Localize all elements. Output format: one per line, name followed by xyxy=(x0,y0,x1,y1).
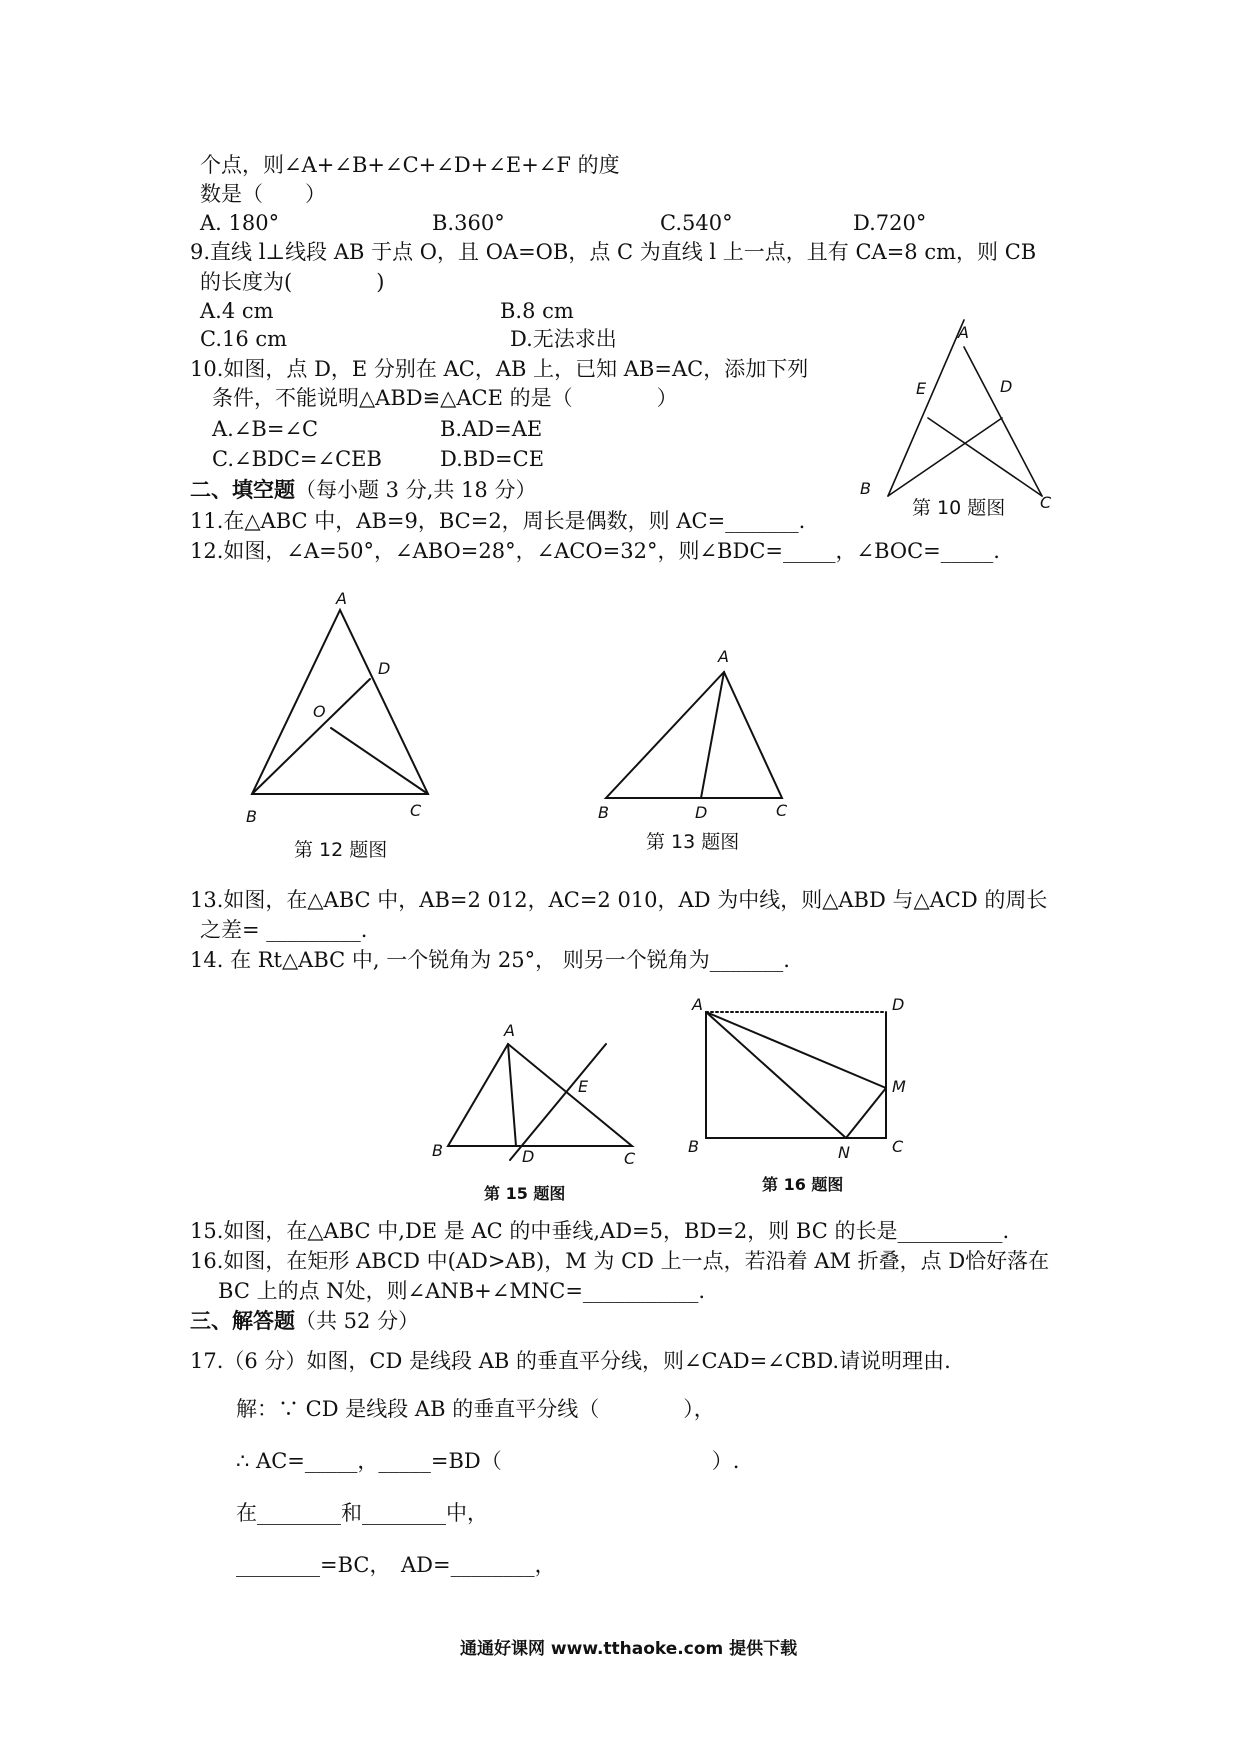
q10-option-d: D.BD=CE xyxy=(440,447,545,471)
section3-title: 三、解答题 xyxy=(190,1309,295,1333)
figure-12 xyxy=(240,589,450,832)
q16-line2: BC 上的点 N处，则∠ANB+∠MNC=___________. xyxy=(218,1279,706,1303)
fig12-line-co xyxy=(331,728,428,794)
fig10-line-ac xyxy=(964,347,1042,496)
q13-line2: 之差= _________. xyxy=(200,918,368,942)
fig10-label-c: C xyxy=(1040,493,1052,512)
fig13-label-b: B xyxy=(598,803,609,822)
section2-heading xyxy=(190,479,536,502)
q9-option-d: D.无法求出 xyxy=(510,327,617,351)
fig12-line-bd xyxy=(252,679,370,794)
q9-option-c: C.16 cm xyxy=(200,327,288,351)
q16-line1: 16.如图，在矩形 ABCD 中(AD>AB)，M 为 CD 上一点，若沿着 AM 折叠，点 D恰好落在 xyxy=(190,1249,1050,1273)
fig16-label-c: C xyxy=(892,1137,904,1156)
q10-line1: 10.如图，点 D，E 分别在 AC，AB 上，已知 AB=AC，添加下列 xyxy=(190,357,809,381)
fig15-caption: 第 15 题图 xyxy=(484,1184,566,1203)
fig16-rect-sides xyxy=(706,1012,886,1138)
q17-text: 17.（6 分）如图，CD 是线段 AB 的垂直平分线，则∠CAD=∠CBD.请说明理由. xyxy=(190,1349,951,1373)
section3-note: （共 52 分） xyxy=(295,1309,420,1333)
fig16-line-am xyxy=(706,1012,886,1088)
fig15-label-e: E xyxy=(578,1077,589,1096)
fig16-caption: 第 16 题图 xyxy=(762,1175,844,1194)
fig12-label-b: B xyxy=(246,807,257,826)
fig13-line-ad xyxy=(701,672,724,798)
fig13-label-d: D xyxy=(695,803,708,822)
q17-step2: ∴ AC=_____，_____=BD（ ）. xyxy=(236,1449,740,1473)
fig10-caption: 第 10 题图 xyxy=(912,497,1006,519)
fig16-line-nm xyxy=(846,1088,886,1138)
section3-heading xyxy=(190,1310,419,1333)
q8-line2: 数是（ ） xyxy=(200,182,326,206)
page-footer: 通通好课网 www.tthaoke.com 提供下载 xyxy=(460,1639,798,1659)
fig16-label-n: N xyxy=(838,1143,850,1162)
q9-line1: 9.直线 l⊥线段 AB 于点 O，且 OA=OB，点 C 为直线 l 上一点，且有 CA=8 cm，则 CB xyxy=(190,240,1037,264)
fig13-label-a: A xyxy=(718,647,729,666)
fig12-triangle-abc xyxy=(252,610,428,794)
fig13-caption: 第 13 题图 xyxy=(646,831,740,853)
figure-16 xyxy=(682,996,932,1166)
q8-option-c: C.540° xyxy=(660,211,733,235)
section2-title: 二、填空题 xyxy=(190,478,295,502)
q8-line1: 个点，则∠A+∠B+∠C+∠D+∠E+∠F 的度 xyxy=(200,153,620,177)
fig13-triangle-abc xyxy=(606,672,782,798)
figure-13 xyxy=(596,647,796,822)
fig10-label-b: B xyxy=(860,479,871,498)
fig16-label-b: B xyxy=(688,1137,699,1156)
figure-10 xyxy=(840,320,1070,520)
fig15-label-b: B xyxy=(432,1141,443,1160)
fig16-label-m: M xyxy=(892,1077,906,1096)
fig12-caption: 第 12 题图 xyxy=(294,839,388,861)
figure-15 xyxy=(430,1000,650,1170)
fig15-label-d: D xyxy=(522,1147,535,1166)
fig15-line-ad xyxy=(508,1044,516,1146)
fig16-line-an xyxy=(706,1012,846,1138)
q9-option-a: A.4 cm xyxy=(200,299,274,323)
q9-option-b: B.8 cm xyxy=(500,299,574,323)
q10-option-c: C.∠BDC=∠CEB xyxy=(212,447,382,471)
q11-text: 11.在△ABC 中，AB=9，BC=2，周长是偶数，则 AC=_______. xyxy=(190,509,806,533)
fig15-triangle-abc xyxy=(448,1044,632,1146)
q15-text: 15.如图，在△ABC 中,DE 是 AC 的中垂线,AD=5，BD=2，则 BC 的长是__________. xyxy=(190,1219,1010,1243)
fig12-label-o: O xyxy=(313,702,326,721)
fig12-label-d: D xyxy=(378,659,391,678)
fig13-label-c: C xyxy=(776,801,788,820)
q17-step4: ________=BC， AD=________， xyxy=(236,1553,556,1577)
q8-option-d: D.720° xyxy=(853,211,927,235)
q17-step3: 在________和________中， xyxy=(236,1501,488,1525)
q9-line2: 的长度为( ) xyxy=(200,270,385,294)
fig16-label-d: D xyxy=(892,995,905,1014)
q8-option-a: A. 180° xyxy=(200,211,280,235)
q10-line2: 条件，不能说明△ABD≌△ACE 的是（ ） xyxy=(212,386,678,410)
fig10-label-a: A xyxy=(958,323,969,342)
q14-text: 14. 在 Rt△ABC 中, 一个锐角为 25°， 则另一个锐角为_______. xyxy=(190,948,790,972)
fig15-label-c: C xyxy=(624,1149,636,1168)
fig15-label-a: A xyxy=(504,1021,515,1040)
fig10-label-e: E xyxy=(916,379,927,398)
q12-text: 12.如图，∠A=50°，∠ABO=28°，∠ACO=32°，则∠BDC=_____，∠BOC=_____. xyxy=(190,539,1000,563)
q17-step1: 解：∵ CD 是线段 AB 的垂直平分线（ ）， xyxy=(236,1397,715,1421)
section2-note: （每小题 3 分,共 18 分） xyxy=(295,478,537,502)
fig15-line-de xyxy=(510,1044,606,1160)
fig16-label-a: A xyxy=(692,995,703,1014)
fig10-label-d: D xyxy=(1000,377,1013,396)
q10-option-a: A.∠B=∠C xyxy=(212,417,319,441)
q8-option-b: B.360° xyxy=(432,211,505,235)
fig12-label-c: C xyxy=(410,801,422,820)
q13-line1: 13.如图，在△ABC 中，AB=2 012，AC=2 010，AD 为中线，则△ABD 与△ACD 的周长 xyxy=(190,888,1048,912)
fig12-label-a: A xyxy=(336,589,347,608)
q10-option-b: B.AD=AE xyxy=(440,417,543,441)
